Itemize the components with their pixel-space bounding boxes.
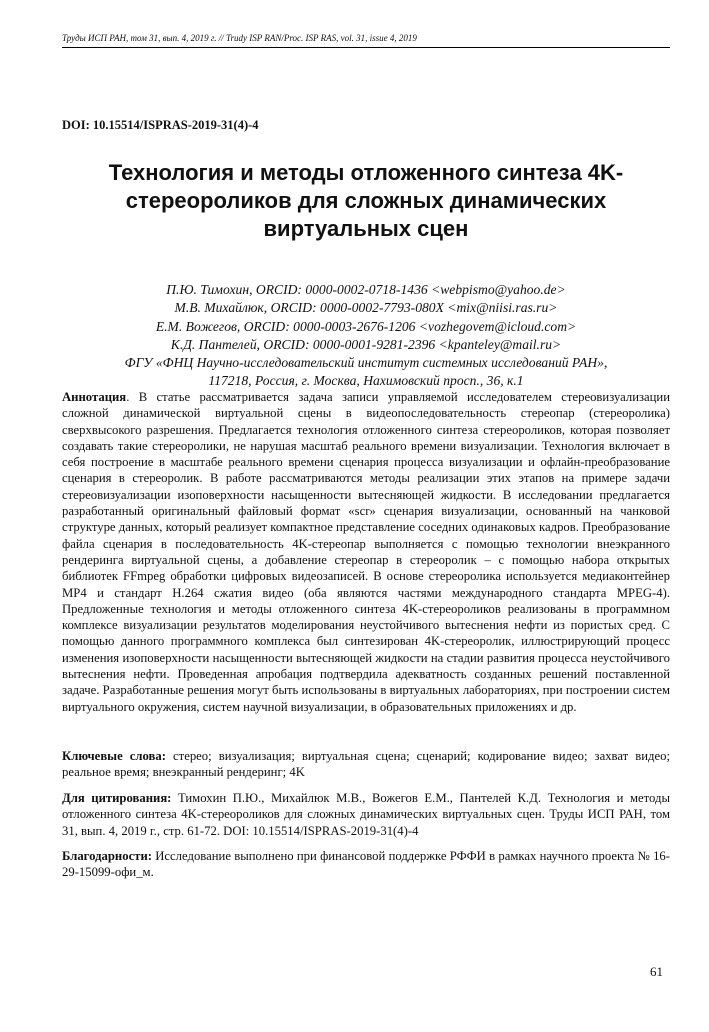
acknowledgements-label: Благодарности: [62, 849, 152, 863]
title-line: стереороликов для сложных динамических [125, 188, 607, 213]
author-line: М.В. Михайлюк, ORCID: 0000-0002-7793-080X <mix@niisi.ras.ru> [174, 300, 558, 316]
paper-title [62, 159, 670, 243]
keywords-label: Ключевые слова: [62, 749, 166, 763]
abstract-label: Аннотация [62, 390, 127, 404]
doi: DOI: 10.15514/ISPRAS-2019-31(4)-4 [62, 118, 259, 132]
page-number: 61 [650, 964, 663, 979]
running-header: Труды ИСП РАН, том 31, вып. 4, 2019 г. // Trudy ISP RAN/Proc. ISP RAS, vol. 31, issue 4, 2019 [62, 33, 417, 43]
affiliation-line: ФГУ «ФНЦ Научно-исследовательский институт системных исследований РАН», [124, 355, 608, 371]
abstract-text: . В статье рассматривается задача записи управляемой исследователем стереовизуализации сложной динамической виртуальной сцены в видеопоследовательность стереопар (стереоролика) сверхвысокого разрешения. Предлагается технология отложенного синтеза стереороликов, которая позволяет создавать такие стереоролики, не нарушая масштаб реального времени визуализации. Технология включает в себя построение в масштабе реального времени сценария процесса визуализации и офлайн-преобразование сценария в стереоролик. В работе рассматриваются методы реализации этих этапов на примере задачи стереовизуализации изоповерхности насыщенности вытесняющей жидкости. В исследовании предлагается разработанный оригинальный файловый формат «scr» сценария визуализации, основанный на чанковой структуре данных, который реализует компактное представление соседних одинаковых кадров. Преобразование файла сценария в последовательность 4K-стереопар выполняется с помощью технологии внеэкранного рендеринга виртуальной сцены, а добавление стереопар в стереоролик – с помощью набора открытых библиотек FFmpeg обработки цифровых видеозаписей. В основе стереоролика используется медиаконтейнер MP4 и стандарт H.264 сжатия видео (оба являются частями международного стандарта MPEG-4). Предложенные технология и методы отложенного синтеза 4K-стереороликов реализованы в программном комплексе визуализации результатов моделирования неустойчивого вытеснения нефти из пористых сред. С помощью данного программного комплекса был синтезирован 4K-стереоролик, иллюстрирующий процесс изменения изоповерхности насыщенности вытесняющей жидкости на стадии развития процесса неустойчивого вытеснения нефти. Проведенная апробация подтвердила адекватность созданных решений поставленной задаче. Разработанные решения могут быть использованы в виртуальных лабораториях, при построении систем виртуального окружения, систем научной визуализации, в образовательных приложениях и др. [62, 390, 670, 714]
abstract [62, 389, 670, 715]
citation-label: Для цитирования: [62, 791, 172, 805]
citation-text: Тимохин П.Ю., Михайлюк М.В., Вожегов Е.М., Пантелей К.Д. Технология и методы отложенного синтеза 4K-стереороликов для сложных динамических виртуальных сцен. Труды ИСП РАН, том 31, вып. 4, 2019 г., стр. 61-72. DOI: 10.15514/ISPRAS-2019-31(4)-4 [62, 791, 670, 838]
header-divider [62, 47, 670, 48]
author-line: П.Ю. Тимохин, ORCID: 0000-0002-0718-1436 <webpismo@yahoo.de> [166, 282, 566, 297]
acknowledgements-text: Исследование выполнено при финансовой поддержке РФФИ в рамках научного проекта № 16-29-15099-офи_м. [62, 849, 670, 880]
acknowledgements [62, 848, 670, 881]
author-line: Е.М. Вожегов, ORCID: 0000-0003-2676-1206 <vozhegovem@icloud.com> [155, 318, 577, 334]
title-line: Технология и методы отложенного синтеза 4K- [108, 160, 624, 185]
address-line: 117218, Россия, г. Москва, Нахимовский просп., 36, к.1 [208, 373, 524, 389]
author-line: К.Д. Пантелей, ORCID: 0000-0001-9281-2396 <kpanteley@mail.ru> [170, 336, 562, 352]
title-line: виртуальных сцен [263, 216, 469, 241]
keywords-text: стерео; визуализация; виртуальная сцена; сценарий; кодирование видео; захват видео; реальное время; внеэкранный рендеринг; 4K [62, 749, 671, 780]
citation [62, 790, 670, 839]
author-block [62, 281, 670, 391]
keywords [62, 748, 670, 781]
